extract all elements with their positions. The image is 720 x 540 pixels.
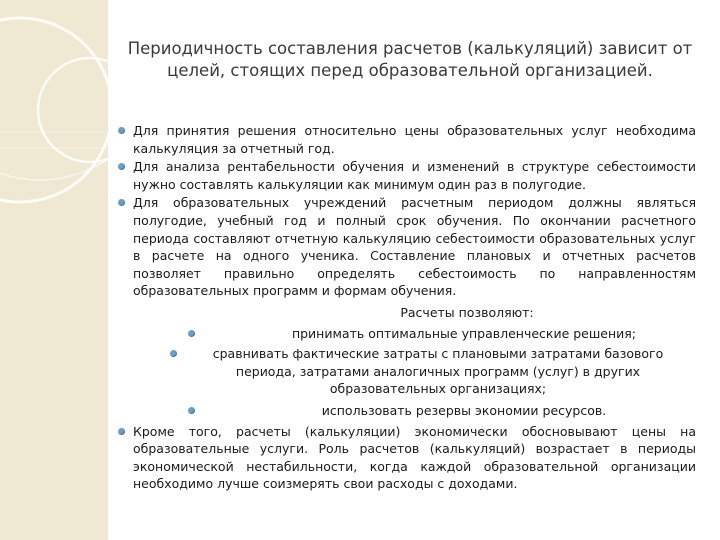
bullet-dot-icon (170, 350, 177, 357)
allows-item-text: сравнивать фактические затраты с плановыми затратами базового периода, затратами аналогичных программ (услуг) в других образовательных организациях; (212, 346, 664, 397)
bullet-item (118, 194, 696, 300)
bullet-text: Для образовательных учреждений расчетным периодом должны являться полугодие, учебный год и полный срок обучения. По окончании расчетного периода составляют отчетную калькуляцию себестоимости образовательных услуг в расчете на одного ученика. Составление плановых и отчетных расчетов позволяет правильно определять себестоимость по направленностям образовательных программ и формам обучения. (133, 195, 696, 299)
allows-item (118, 325, 696, 343)
bullet-text: Для принятия решения относительно цены образовательных услуг необходима калькуляция за отчетный год. (133, 123, 696, 156)
bullet-dot-icon (118, 127, 125, 134)
bullet-text: Кроме того, расчеты (калькуляции) экономически обосновывают цены на образовательные услуги. Роль расчетов (калькуляций) возрастает в периоды экономической нестабильности, когда каждой образовательной организации необходимо лучше соизмерять свои расходы с доходами. (133, 423, 696, 492)
allows-heading: Расчеты позволяют: (400, 304, 534, 320)
bullet-text: Для анализа рентабельности обучения и изменений в структуре себестоимости нужно составлять калькуляции как минимум один раз в полугодие. (133, 159, 696, 192)
bullet-dot-icon (188, 330, 195, 337)
decorative-sidebar (0, 0, 108, 540)
allows-item (118, 402, 696, 420)
bullet-dot-icon (118, 428, 125, 435)
bullet-item (118, 122, 696, 157)
allows-item (118, 345, 696, 398)
bullet-dot-icon (188, 407, 195, 414)
decorative-circles (0, 0, 108, 540)
allows-item-text: использовать резервы экономии ресурсов. (321, 402, 607, 418)
bullet-dot-icon (118, 163, 125, 170)
slide-content (118, 122, 696, 493)
bullet-item (118, 158, 696, 193)
bullet-dot-icon (118, 199, 125, 206)
slide-title: Периодичность составления расчетов (калькуляций) зависит от целей, стоящих перед образовательной организацией. (127, 39, 693, 80)
allows-item-text: принимать оптимальные управленческие решения; (291, 325, 637, 341)
bullet-item (118, 423, 696, 493)
